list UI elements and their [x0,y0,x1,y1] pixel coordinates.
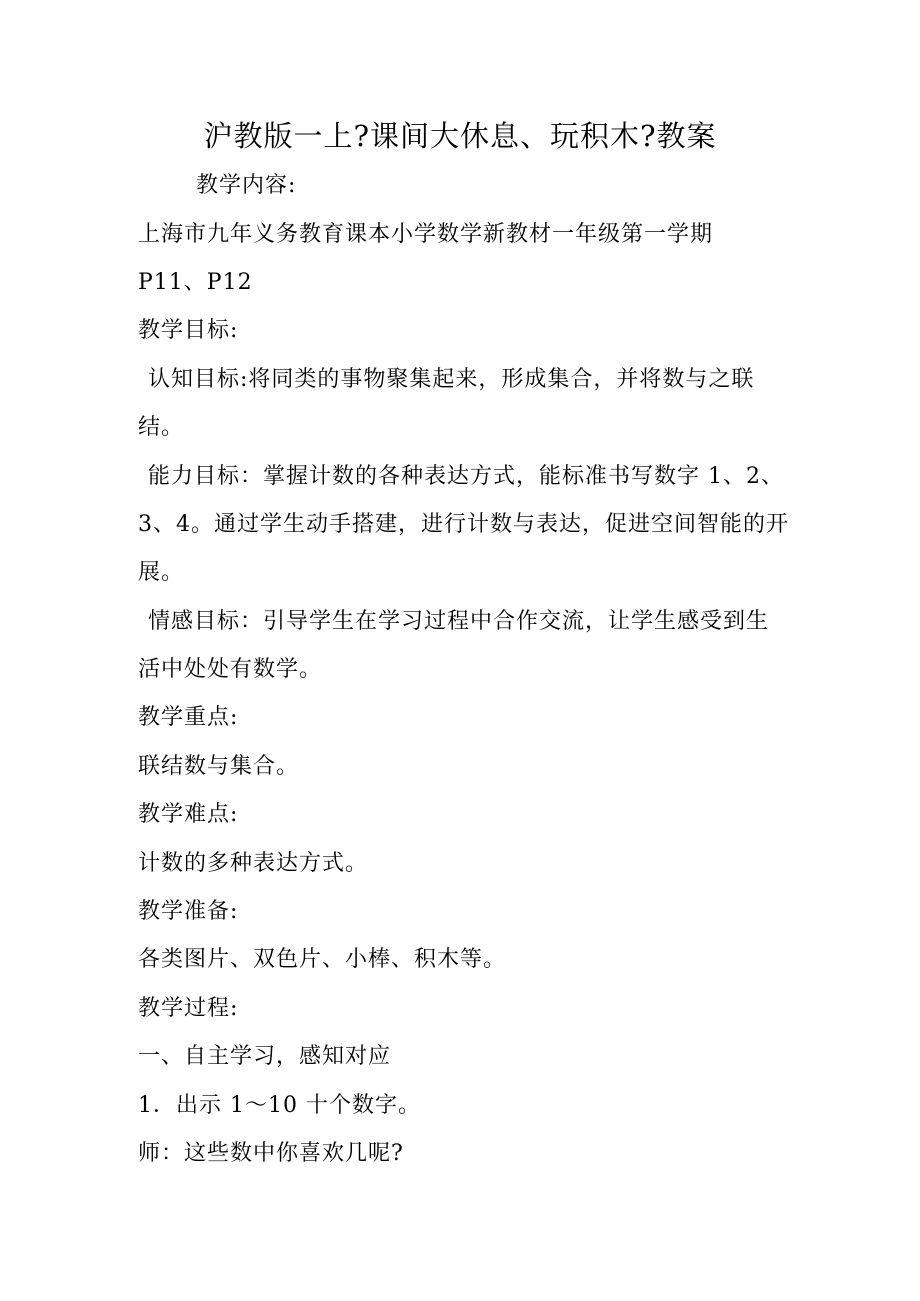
section-heading-key-points: 教学重点: [138,705,239,730]
section-heading-difficulties: 教学难点: [138,802,239,827]
paragraph-line: 展。 [138,560,185,585]
paragraph-line: 情感目标：引导学生在学习过程中合作交流，让学生感受到生 [148,609,770,634]
paragraph-line: 师：这些数中你喜欢几呢? [138,1141,404,1166]
section-heading-content: 教学内容: [196,173,297,198]
paragraph-line: 一、自主学习，感知对应 [138,1044,392,1069]
paragraph-line: 活中处处有数学。 [138,657,323,682]
document-title: 沪教版一上?课间大休息、玩积木?教案 [203,119,717,153]
paragraph-line: 计数的多种表达方式。 [138,851,369,876]
paragraph-line: 3、4。通过学生动手搭建，进行计数与表达，促进空间智能的开 [138,512,789,537]
paragraph-line: 能力目标：掌握计数的各种表达方式，能标准书写数字 1、2、 [148,464,784,489]
paragraph-line: 联结数与集合。 [138,754,300,779]
section-heading-goals: 教学目标: [138,318,239,343]
paragraph-line: 上海市九年义务教育课本小学数学新教材一年级第一学期 [138,222,714,247]
paragraph-line: 1．出示 1～10 十个数字。 [138,1093,421,1118]
paragraph-line: P11、P12 [138,270,253,295]
paragraph-line: 结。 [138,415,185,440]
paragraph-line: 各类图片、双色片、小棒、积木等。 [138,947,507,972]
section-heading-process: 教学过程: [138,996,239,1021]
section-heading-preparation: 教学准备: [138,899,239,924]
paragraph-line: 认知目标:将同类的事物聚集起来，形成集合，并将数与之联 [148,367,755,392]
